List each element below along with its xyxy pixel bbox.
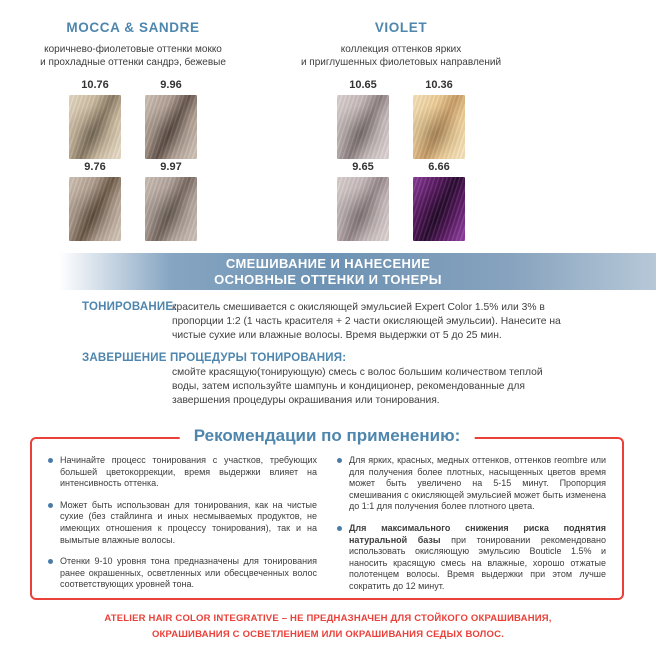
list-item-text: Может быть использован для тонирования, как на чистые сухие (без стайлинга и иных несмываемых продуктов, не имеющих отношения к процессу тонирования), так и на вымытые влажные волосы.	[60, 499, 317, 545]
hair-swatch	[145, 95, 197, 159]
collection-subtitle	[296, 43, 506, 69]
list-item	[337, 523, 606, 593]
list-item-bold-lead: Для максимального снижения риска поднятия натуральной базы	[349, 522, 606, 545]
list-item-text	[349, 523, 606, 593]
list-item	[48, 500, 317, 546]
collection-violet	[296, 16, 506, 241]
recommendations-left-column	[48, 455, 317, 603]
disclaimer-line1: ATELIER HAIR COLOR INTEGRATIVE – НЕ ПРЕДНАЗНАЧЕН ДЛЯ СТОЙКОГО ОКРАШИВАНИЯ,	[104, 613, 552, 624]
bullet-dot-icon	[337, 526, 342, 531]
finishing-section	[82, 352, 602, 409]
hair-swatch	[337, 95, 389, 159]
shade-code: 10.65	[349, 79, 377, 92]
finishing-text: смойте красящую(тонирующую) смесь с волос большим количеством теплой воды, затем используйте шампунь и кондиционер, рекомендованные для завершения процедуры окрашивания или тонирования.	[172, 367, 543, 407]
shade-code: 10.76	[81, 79, 109, 92]
hair-swatch	[69, 95, 121, 159]
toning-section	[82, 301, 602, 344]
collection-subtitle	[28, 43, 238, 69]
bullet-dot-icon	[48, 559, 53, 564]
bullet-dot-icon	[337, 458, 342, 463]
list-item	[48, 455, 317, 490]
list-item-text: Отенки 9-10 уровня тона предназначены для тонирования ранее окрашенных, осветленных или обесцвеченных волос соответствующих уровней тона.	[60, 556, 317, 590]
hair-swatch	[69, 177, 121, 241]
section-banner	[0, 253, 656, 290]
hair-swatch	[413, 95, 465, 159]
shade-cell	[337, 161, 389, 241]
collection-subtitle-line1: коллекция оттенков ярких	[340, 44, 462, 55]
collection-title: VIOLET	[374, 20, 428, 35]
shade-grid	[296, 79, 506, 241]
banner-line2: ОСНОВНЫЕ ОТТЕНКИ И ТОНЕРЫ	[214, 272, 442, 287]
shade-cell	[69, 161, 121, 241]
collection-subtitle-line2: и приглушенных фиолетовых направлений	[300, 57, 502, 69]
recommendations-columns	[32, 439, 622, 603]
recommendations-right-column	[337, 455, 606, 603]
disclaimer-line2: ОКРАШИВАНИЯ С ОСВЕТЛЕНИЕМ ИЛИ ОКРАШИВАНИЯ СЕДЫХ ВОЛОС.	[151, 628, 505, 640]
shade-code: 9.65	[352, 161, 374, 174]
collection-subtitle-line2: и прохладные оттенки сандрэ, бежевые	[40, 57, 226, 69]
collection-subtitle-line1: коричнево-фиолетовые оттенки мокко	[44, 44, 222, 55]
list-item	[337, 455, 606, 513]
finishing-label: ЗАВЕРШЕНИЕ ПРОЦЕДУРЫ ТОНИРОВАНИЯ:	[82, 352, 347, 364]
shade-code: 9.96	[160, 79, 182, 92]
shade-code: 6.66	[428, 161, 450, 174]
shade-cell	[145, 79, 197, 159]
hair-swatch	[413, 177, 465, 241]
shade-code: 9.76	[84, 161, 106, 174]
bullet-dot-icon	[48, 458, 53, 463]
shade-cell	[145, 161, 197, 241]
toning-label: ТОНИРОВАНИЕ:	[82, 301, 178, 313]
list-item-text: Начинайте процесс тонирования с участков, требующих большей цветокоррекции, время выдержки влияет на интенсивность оттенка.	[60, 455, 317, 489]
hair-swatch	[145, 177, 197, 241]
list-item-rest: Для ярких, красных, медных оттенков, оттенков reombre или для получения более плотных, насыщенных цветов время может быть увеличено на 5-15 минут. Пропорция смешивания с окисляющей эмульсией может быть изменена до 1:1 для получения более плотного цвета.	[349, 455, 606, 512]
bullet-dot-icon	[48, 503, 53, 508]
shade-cell	[413, 79, 465, 159]
shade-cell	[69, 79, 121, 159]
toning-text: краситель смешивается с окисляющей эмульсией Expert Color 1.5% или 3% в пропорции 1:2 (1 часть красителя + 2 части окисляющей эмульсии). Нанесите на чистые сухие или влажные волосы. Время выдержки от 5 до 25 мин.	[172, 302, 561, 342]
collection-title: MOCCA & SANDRE	[66, 20, 200, 35]
recommendations-title: Рекомендации по применению:	[180, 426, 475, 446]
disclaimer	[0, 611, 656, 642]
shade-grid	[28, 79, 238, 241]
shade-code: 9.97	[160, 161, 182, 174]
list-item-rest: при тонировании рекомендовано использовать окисляющую эмульсию Bouticle 1.5% и наносить красящую смесь на влажные, хорошо отжатые полотенцем волосы. Время выдержки при этом лучше сократить до 12 минут.	[349, 534, 606, 591]
shade-cell	[337, 79, 389, 159]
shade-cell	[413, 161, 465, 241]
list-item-text	[349, 455, 606, 513]
hair-swatch	[337, 177, 389, 241]
banner-line1: СМЕШИВАНИЕ И НАНЕСЕНИЕ	[225, 256, 431, 271]
recommendations-box	[30, 426, 624, 600]
collection-mocca-sandre	[28, 16, 238, 241]
shade-code: 10.36	[425, 79, 453, 92]
list-item	[48, 556, 317, 591]
